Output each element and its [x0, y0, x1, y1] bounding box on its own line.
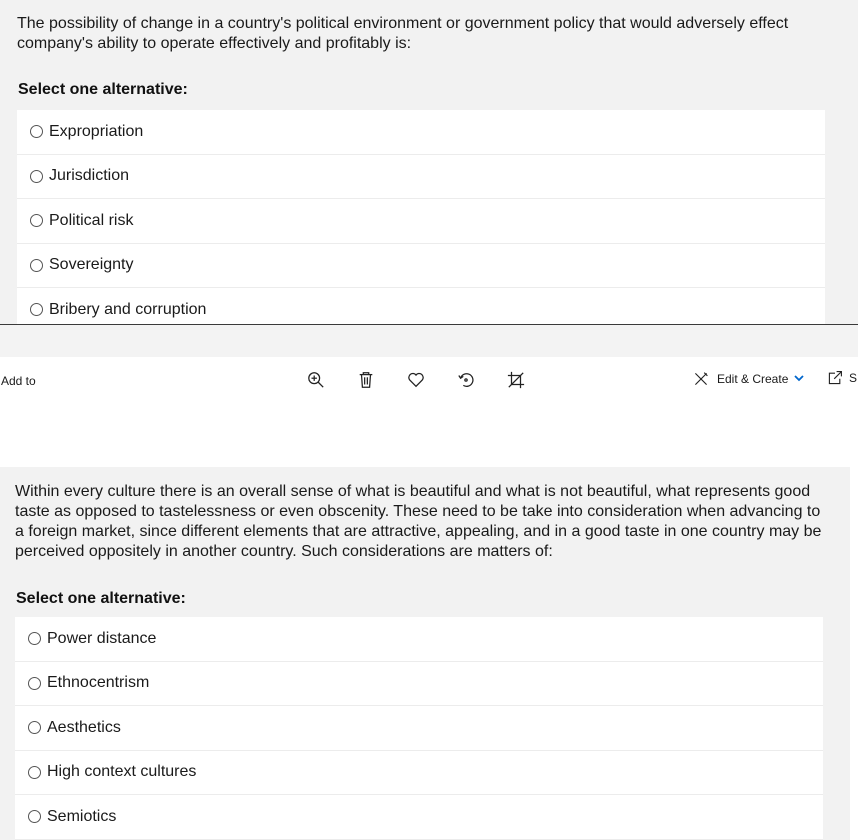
option-bribery-and-corruption[interactable] [17, 288, 825, 324]
viewer-header [0, 325, 858, 357]
option-label: Expropriation [49, 122, 144, 140]
radio-button[interactable] [28, 677, 41, 690]
option-label: Aesthetics [47, 718, 121, 736]
option-political-risk[interactable] [17, 199, 825, 244]
zoom-in-icon[interactable] [305, 369, 327, 391]
edit-create-label: Edit & Create [717, 372, 789, 386]
chevron-down-icon [794, 370, 804, 388]
option-aesthetics[interactable] [15, 706, 823, 751]
crop-icon[interactable] [505, 369, 527, 391]
question-1-prompt: Select one alternative: [18, 81, 188, 98]
share-icon [827, 370, 843, 386]
radio-button[interactable] [30, 259, 43, 272]
option-label: Ethnocentrism [47, 674, 150, 692]
option-jurisdiction[interactable] [17, 155, 825, 200]
option-label: Power distance [47, 629, 157, 647]
favorite-icon[interactable] [405, 369, 427, 391]
radio-button[interactable] [28, 721, 41, 734]
share-label: S [849, 371, 858, 385]
radio-button[interactable] [28, 766, 41, 779]
option-label: Jurisdiction [49, 167, 130, 185]
option-label: Bribery and corruption [49, 300, 207, 318]
option-expropriation[interactable] [17, 110, 825, 155]
option-sovereignty[interactable] [17, 244, 825, 289]
radio-button[interactable] [30, 170, 43, 183]
question-2-options [15, 617, 823, 840]
question-2-panel [0, 467, 850, 840]
question-1-text: The possibility of change in a country's political environment or government policy that would adversely effect company's ability to operate effectively and profitably is: [17, 15, 789, 52]
edit-create-icon [693, 371, 709, 387]
add-to-button[interactable]: Add to [1, 374, 36, 388]
option-high-context-cultures[interactable] [15, 751, 823, 796]
question-1-options [17, 110, 825, 324]
option-label: Political risk [49, 211, 134, 229]
question-1-panel [0, 0, 858, 324]
radio-button[interactable] [30, 125, 43, 138]
option-ethnocentrism[interactable] [15, 662, 823, 707]
photo-toolbar [0, 357, 858, 405]
rotate-icon[interactable] [455, 369, 477, 391]
question-2-text: Within every culture there is an overall sense of what is beautiful and what is not beautiful, what represents good taste as opposed to tastelessness or even obscenity. These need to be take into consideration when advancing to a foreign market, since different elements that are attractive, appealing, and in a good taste in one country may be perceived oppositely in another country. Such considerations are matters of: [15, 483, 822, 560]
question-2-prompt: Select one alternative: [16, 590, 186, 607]
option-label: Semiotics [47, 807, 117, 825]
radio-button[interactable] [30, 303, 43, 316]
option-semiotics[interactable] [15, 795, 823, 840]
delete-icon[interactable] [355, 369, 377, 391]
option-label: Sovereignty [49, 256, 134, 274]
radio-button[interactable] [30, 214, 43, 227]
share-button[interactable] [827, 370, 857, 386]
option-label: High context cultures [47, 763, 197, 781]
radio-button[interactable] [28, 632, 41, 645]
radio-button[interactable] [28, 810, 41, 823]
edit-create-button[interactable] [693, 370, 804, 388]
option-power-distance[interactable] [15, 617, 823, 662]
